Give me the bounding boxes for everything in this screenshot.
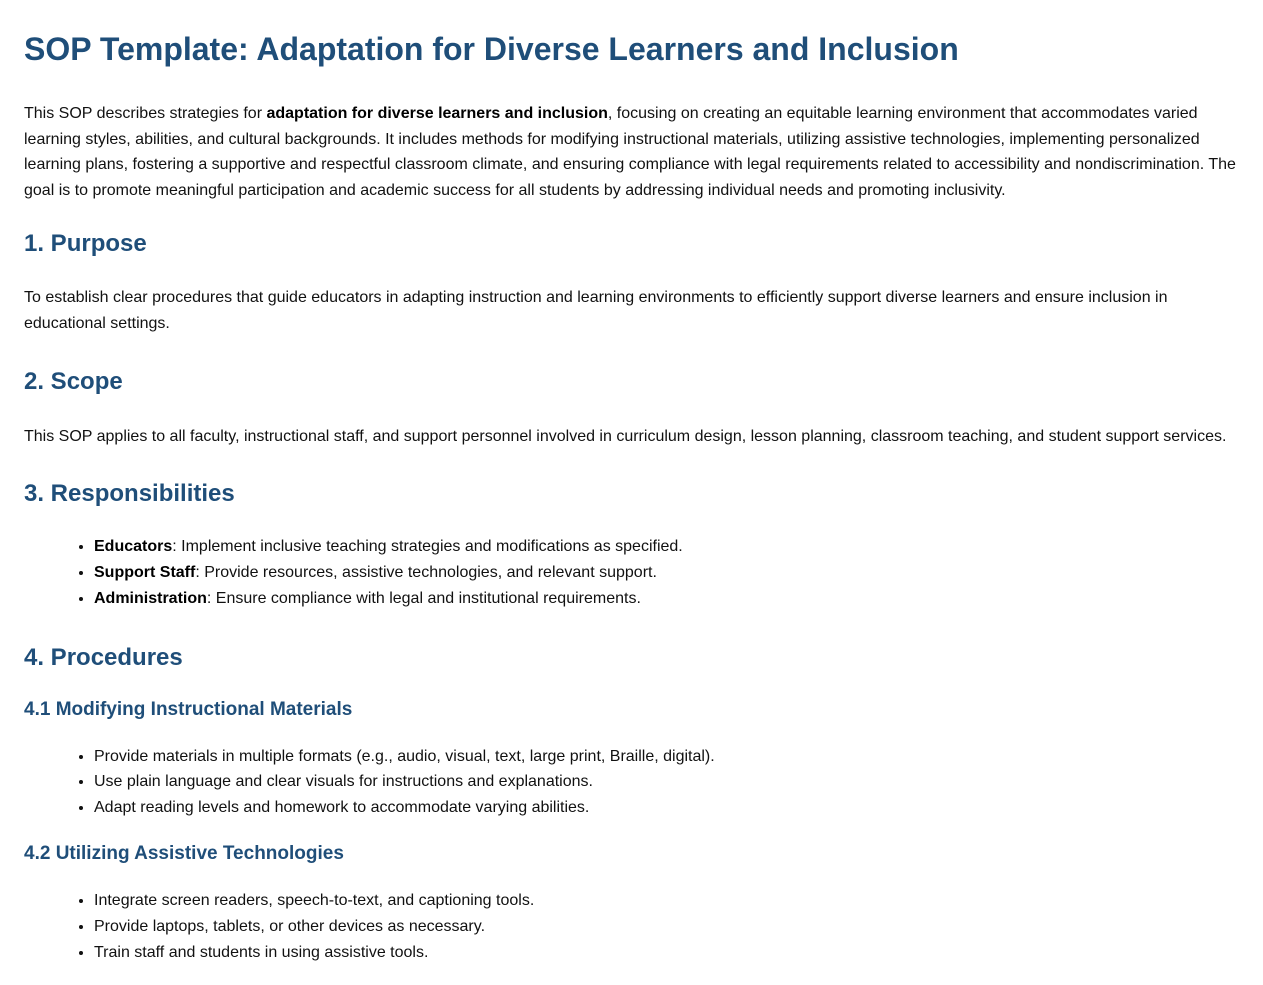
list-item: • Integrate screen readers, speech-to-text, and captioning tools.	[94, 888, 1239, 914]
intro-paragraph	[24, 101, 1239, 203]
assistive-tech-list	[24, 888, 1239, 965]
list-item	[94, 560, 1239, 586]
list-item: • Provide laptops, tablets, or other devices as necessary.	[94, 914, 1239, 940]
list-item	[94, 586, 1239, 612]
materials-list	[24, 744, 1239, 821]
list-item	[94, 534, 1239, 560]
role-label: Administration	[94, 589, 207, 607]
list-item: • Train staff and students in using assistive tools.	[94, 940, 1239, 966]
subsection-heading-assistive-tech: 4.2 Utilizing Assistive Technologies	[24, 842, 344, 864]
list-item: • Provide materials in multiple formats (e.g., audio, visual, text, large print, Braille, digital).	[94, 744, 1239, 770]
role-description: : Implement inclusive teaching strategies and modifications as specified.	[172, 538, 683, 556]
page-title: SOP Template: Adaptation for Diverse Learners and Inclusion	[24, 31, 959, 67]
section-heading-responsibilities: 3. Responsibilities	[24, 480, 235, 508]
responsibilities-list	[24, 534, 1239, 611]
role-description: : Ensure compliance with legal and institutional requirements.	[206, 589, 641, 607]
section-heading-procedures: 4. Procedures	[24, 643, 183, 671]
role-label: Educators	[94, 538, 173, 556]
scope-text: This SOP applies to all faculty, instructional staff, and support personnel involved in curriculum design, lesson planning, classroom teaching, and student support services.	[24, 427, 1227, 445]
section-heading-scope: 2. Scope	[24, 367, 123, 395]
purpose-text: To establish clear procedures that guide educators in adapting instruction and learning environments to efficiently support diverse learners and ensure inclusion in educational settings.	[24, 289, 1168, 332]
role-label: Support Staff	[94, 563, 196, 581]
intro-prefix: This SOP describes strategies for	[24, 105, 267, 122]
section-heading-purpose: 1. Purpose	[24, 230, 147, 258]
list-item: • Use plain language and clear visuals for instructions and explanations.	[94, 769, 1239, 795]
intro-bold-phrase: adaptation for diverse learners and inclusion	[266, 105, 608, 122]
intro-suffix: , focusing on creating an equitable learning environment that accommodates varied learning styles, abilities, and cultural backgrounds. It includes methods for modifying instructional materials, utilizing assistive technologies, implementing personalized learning plans, fostering a supportive and respectful classroom climate, and ensuring compliance with legal requirements related to accessibility and nondiscrimination. The goal is to promote meaningful participation and academic success for all students by addressing individual needs and promoting inclusivity.	[24, 105, 1236, 199]
role-description: : Provide resources, assistive technologies, and relevant support.	[195, 563, 657, 581]
list-item: • Adapt reading levels and homework to accommodate varying abilities.	[94, 795, 1239, 821]
subsection-heading-materials: 4.1 Modifying Instructional Materials	[24, 698, 353, 720]
